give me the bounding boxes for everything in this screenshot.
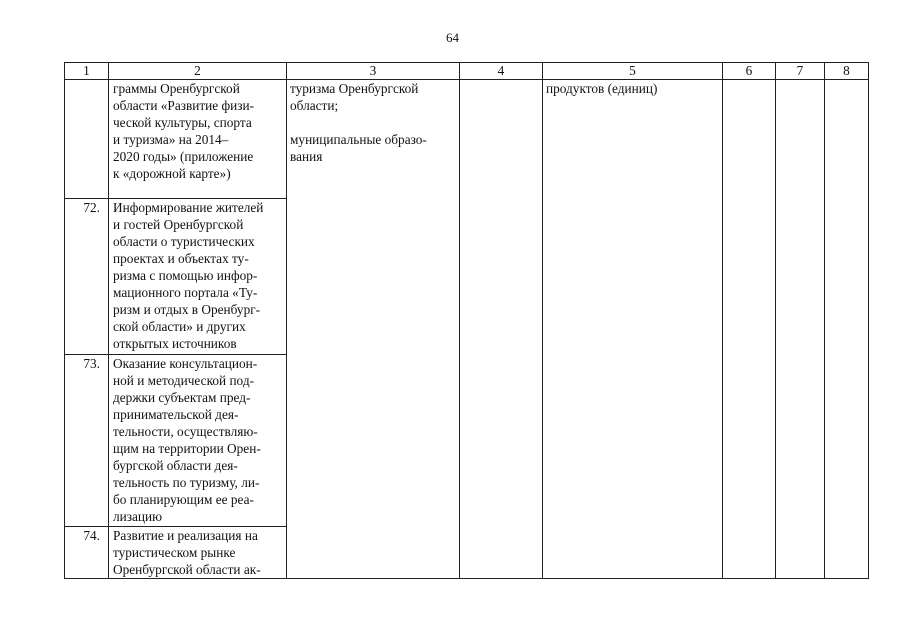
column-header-7: 7 [776,63,825,80]
column-header-4: 4 [460,63,543,80]
row-number: 72. [65,199,109,355]
row-number: 74. [65,527,109,579]
row-name: Информирование жителей и гостей Оренбургской области о туристических проектах и объектах ту- ризма с помощью инфор- мационного портала «Ту- ризм и отдых в Оренбург- ской области» и других открытых источников [109,199,287,355]
page-number: 64 [446,30,459,45]
table-row [65,80,869,199]
table-header-row [65,63,869,80]
column-header-5: 5 [543,63,723,80]
column-header-3: 3 [287,63,460,80]
column-7-cell [776,80,825,579]
responsible-cell: туризма Оренбургской области; муниципальные образо- вания [287,80,460,579]
column-header-6: 6 [723,63,776,80]
column-6-cell [723,80,776,579]
indicator-cell: продуктов (единиц) [543,80,723,579]
row-name: Развитие и реализация на туристическом рынке Оренбургской области ак- [109,527,287,579]
column-4-cell [460,80,543,579]
row-number [65,80,109,199]
column-header-1: 1 [65,63,109,80]
column-8-cell [825,80,869,579]
column-header-8: 8 [825,63,869,80]
document-table [64,62,869,579]
row-number: 73. [65,355,109,527]
row-name: Оказание консультацион- ной и методической под- держки субъектам пред- принимательской дея- тельности, осуществляю- щим на территории Орен- бургской области дея- тельность по туризму, ли- бо планирующим ее реа- лизацию [109,355,287,527]
row-name: граммы Оренбургской области «Развитие физи- ческой культуры, спорта и туризма» на 2014– 2020 годы» (приложение к «дорожной карте») [109,80,287,199]
column-header-2: 2 [109,63,287,80]
